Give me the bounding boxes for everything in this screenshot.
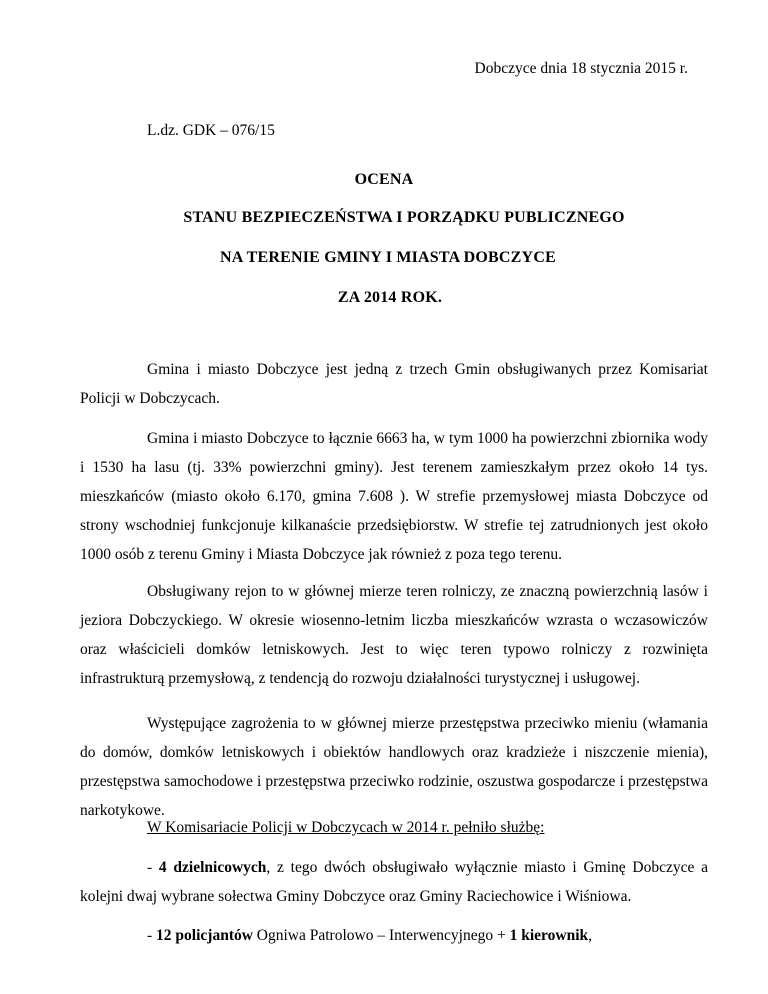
- title-line-2: STANU BEZPIECZEŃSTWA I PORZĄDKU PUBLICZNEGO: [183, 209, 625, 226]
- patrol-unit-description: Ogniwa Patrolowo – Interwencyjnego +: [252, 927, 510, 944]
- paragraph-3-text: Obsługiwany rejon to w głównej mierze teren rolniczy, ze znaczną powierzchnią lasów i jeziora Dobczyckiego. W okresie wiosenno-letnim liczba mieszkańców wzrasta o wczasowiczów oraz właścicieli domków letniskowych. Jest to więc teren typowo rolniczy z rozwinięta infrastrukturą przemysłową, z tendencją do rozwoju działalności turystycznej i usługowej.: [80, 583, 708, 687]
- paragraph-4: [80, 709, 708, 825]
- paragraph-5: [80, 813, 708, 842]
- document-reference-number: L.dz. GDK – 076/15: [147, 122, 275, 139]
- patrol-officers-count: 12 policjantów: [156, 927, 253, 944]
- title-line-3: NA TERENIE GMINY I MIASTA DOBCZYCE: [220, 249, 556, 266]
- paragraph-5-text: [80, 813, 708, 842]
- list-dash: -: [147, 927, 157, 944]
- title-line-4: ZA 2014 ROK.: [337, 289, 443, 306]
- paragraph-3: [80, 577, 708, 693]
- paragraph-1-text: Gmina i miasto Dobczyce jest jedną z trzech Gmin obsługiwanych przez Komisariat Policji w Dobczycach.: [80, 361, 708, 407]
- paragraph-6-text: [80, 853, 708, 911]
- paragraph-2-text: Gmina i miasto Dobczyce to łącznie 6663 ha, w tym 1000 ha powierzchni zbiornika wody i 1530 ha lasu (tj. 33% powierzchni gminy). Jest terenem zamieszkałym przez około 14 tys. mieszkańców (miasto około 6.170, gmina 7.608 ). W strefie przemysłowej miasta Dobczyce od strony wschodniej funkcjonuje kilkanaście przedsiębiorstw. W strefie tej zatrudnionych jest około 1000 osób z terenu Gminy i Miasta Dobczyce jak również z poza tego terenu.: [80, 430, 708, 563]
- staff-heading: W Komisariacie Policji w Dobczycach w 2014 r. pełniło służbę:: [147, 819, 545, 836]
- document-date: Dobczyce dnia 18 stycznia 2015 r.: [474, 60, 688, 77]
- trailing-comma: ,: [588, 927, 593, 944]
- paragraph-2: [80, 424, 708, 569]
- list-dash: -: [147, 859, 159, 876]
- manager-count: 1 kierownik: [509, 927, 589, 944]
- district-officers-description: , z tego dwóch obsługiwało wyłącznie miasto i Gminę Dobczyce a kolejni dwaj wybrane sołectwa Gminy Dobczyce oraz Gminy Raciechowice i Wiśniowa.: [80, 859, 708, 905]
- paragraph-4-text: Występujące zagrożenia to w głównej mierze przestępstwa przeciwko mieniu (włamania do domów, domków letniskowych i obiektów handlowych oraz kradzieże i niszczenie mienia), przestępstwa samochodowe i przestępstwa przeciwko rodzinie, oszustwa gospodarcze i przestępstwa narkotykowe.: [80, 715, 708, 819]
- paragraph-7: [80, 921, 708, 950]
- district-officers-count: 4 dzielnicowych: [158, 859, 267, 876]
- paragraph-6: [80, 853, 708, 911]
- title-line-1: OCENA: [354, 171, 414, 188]
- paragraph-1: [80, 355, 708, 413]
- paragraph-7-text: [80, 921, 708, 950]
